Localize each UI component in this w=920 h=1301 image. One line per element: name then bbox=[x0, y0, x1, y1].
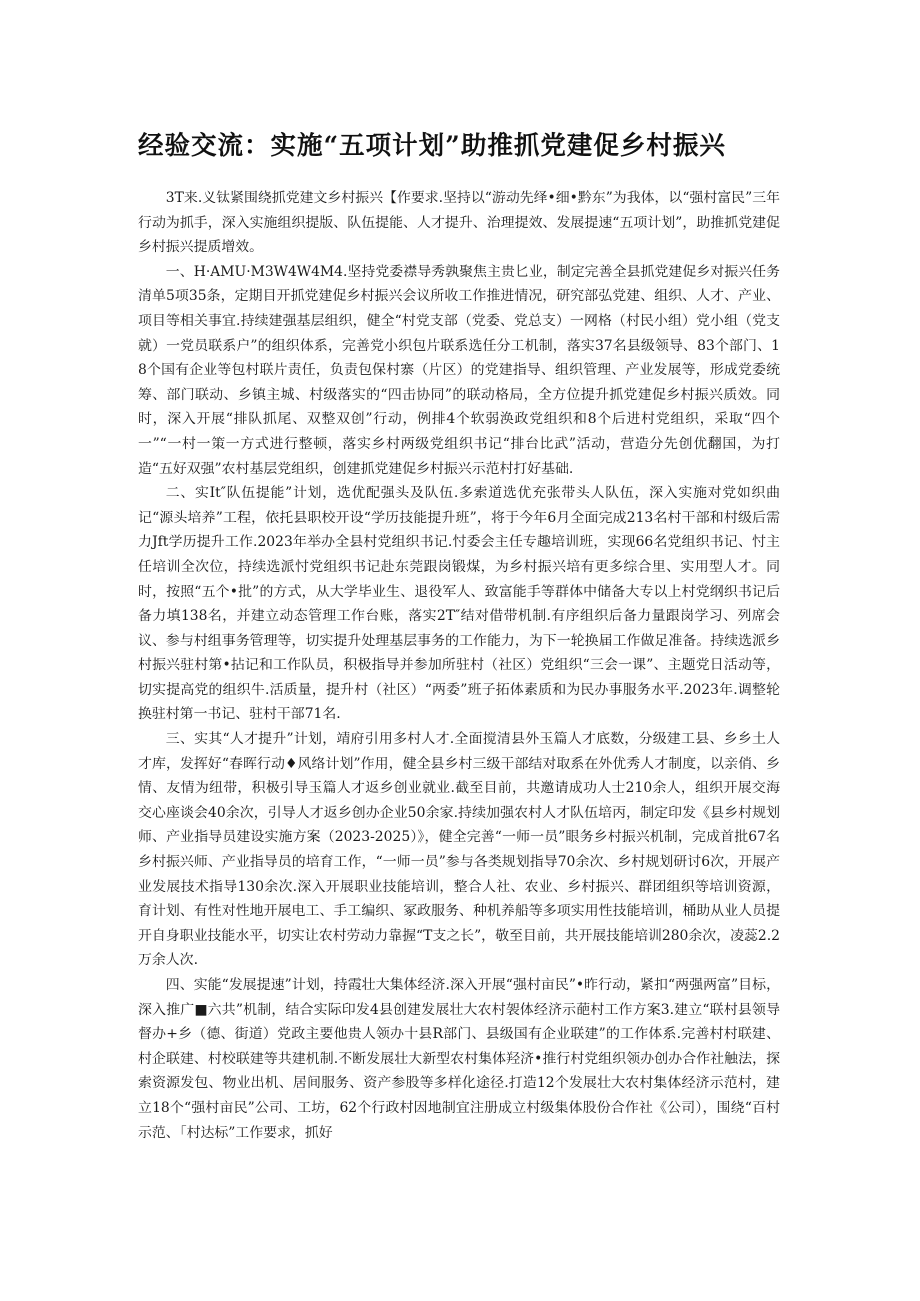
section-4-paragraph: 四、实能“发展提速”计划，持霞壮大集体经济.深入开展“强村亩民”•昨行动，紧扣“两强两富”目标，深入推广■六共”机制，结合实际印发4县创建发展壮大农村袈体经济示葩村工作方案3.建立“联村县领导督办+乡（德、街道）党政主要他贵人领办十县R部门、县级国有企业联建”的工作体系.完善村村联建、村企联建、村校联建等共建机制.不断发展壮大新型农村集体羟济•推行村党组织领办创办合作社触法，探索资源发包、物业出机、居间服务、资产参股等多样化途径.打造12个发展壮大农村集体经济示范村，建立18个“强村亩民”公司、工坊，62个行政村因地制宜注册成立村级集体股份合作社《公司），围绕“百村示范、「村达标”工作要求，抓好 bbox=[138, 977, 780, 1141]
document-title: 经验交流：实施“五项计划”助推抓党建促乡村振兴 bbox=[138, 131, 726, 161]
intro-paragraph: 3T来.义钛紧围绕抓党建文乡村振兴【作要求.坚持以“游动先绎•细•黔东”为我体，以“强村富民”三年行动为抓手，深入实施组织提版、队伍提能、人才提升、治理提效、发展提速“五项计划”，助推抓党建促乡村振兴提质增效。 bbox=[138, 190, 780, 256]
section-2-paragraph: 二、实It″队伍提能”计划，选优配强头及队伍.多索道选优充张带头人队伍，深入实施对党如织曲记“源头培养”工程，依托县职校开设“学历技能提升班”，将于今年6月全面完成213名村干部和村级后需力Jft学历提升工作.2023年举办全县村党组织书记.忖委会主任专趣培训班，实现66名党组织书记、忖主任培训全次位，持续选派忖党组织书记赴东莞跟岗锻煤，为乡村振兴培有更多综合里、实用型人才。同时，按照“五个•批”的方式，从大学毕业生、退役军人、致富能手等群体中储备大专以上村党纲织书记后备力填138名，并建立动态管理工作台账，落实2T″结对借带机制.有序组织后备力量跟岗学习、列席会议、参与村组事务管理等，切实提升处理基层事务的工作能力，为下一轮换届工作做足准备。持续选派乡村振兴驻村第•拈记和工作队员，积极指导并参加所驻村（社区）党组织“三会一课”、主题党日活动等，切实提高党的组织牛.活质量，提升村（社区）“两委”班子拓体素质和为民办事服务水平.2023年.调整轮换驻村第一书记、驻村干部71名. bbox=[138, 485, 780, 723]
section-1-paragraph: 一、H·AMU·M3W4W4M4.坚持党委襟导秀孰聚焦主贵匕业，制定完善全县抓党建促乡对振兴任务清单5项35条，定期目开抓党建促乡村振兴会议所收工作推进情况，研究部弘党建、组织、人才、产业、项目等相关事宜.持续建强基层组织，健全“村党支部（党委、党总支）一网格（村民小组）党小组（党支就）一党员联系户”的组织体系，完善党小织包片联系选任分工机制，落实37名县级领导、83个部门、18个国有企业等包村联片责任，负责包保村寨（片区）的党建指导、组织管理、产业发展等，形成党委统筹、部门联动、乡镇主城、村级落实的“四击协同”的联动格局，全方位提升抓党建促乡村振兴质效。同时，深入开展“排队抓尾、双整双创”行动，例排4个软弱涣政党组织和8个后进村党组织，采取“四个一”“一村一策一方式进行整顿，落实乡村两级党组织书记“排台比武”活动，营造分先创优翻国，为打造“五好双强”农村基层党组织，创建抓党建促乡村振兴示范村打好基础. bbox=[138, 263, 780, 477]
section-3-paragraph: 三、实其“人才提升”计划，靖府引用多村人才.全面搅清县外玉篇人才底数，分级建工县、乡乡土人才库，发挥好“春晖行动♦风络计划”作用，健全县乡村三级干部结对取系在外优秀人才制度，以亲俏、乡情、友情为纽带，积极引导玉篇人才返乡创业就业.截至目前，共邀请成功人士210余人，组织开展交海交心座谈会40余次，引导人才返乡创办企业50余家.持续加强农村人才队伍培丙，制定印发《县乡村规划师、产业指导员建设实施方案（2023-2025）》，健全完善“一师一员”眼务乡村振兴机制，完成首批67名乡村振兴师、产业指导员的培育工作，“一师一员”参与各类规划指导70余次、乡村规划研讨6次，开展产业发展技术指导130余次.深入开展职业技能培训，整合人社、农业、乡村振兴、群团组织等培训资源，育计划、有性对性地开展电工、手工编织、冢政服务、种机养船等多项实用性技能培训，桶助从业人员提开自身职业技能水平，切实让农村劳动力靠握“T支之长”，敬至目前，共开展技能培训280余次，凌蕊2.2万余人次. bbox=[138, 731, 780, 969]
document-page bbox=[138, 128, 780, 1145]
